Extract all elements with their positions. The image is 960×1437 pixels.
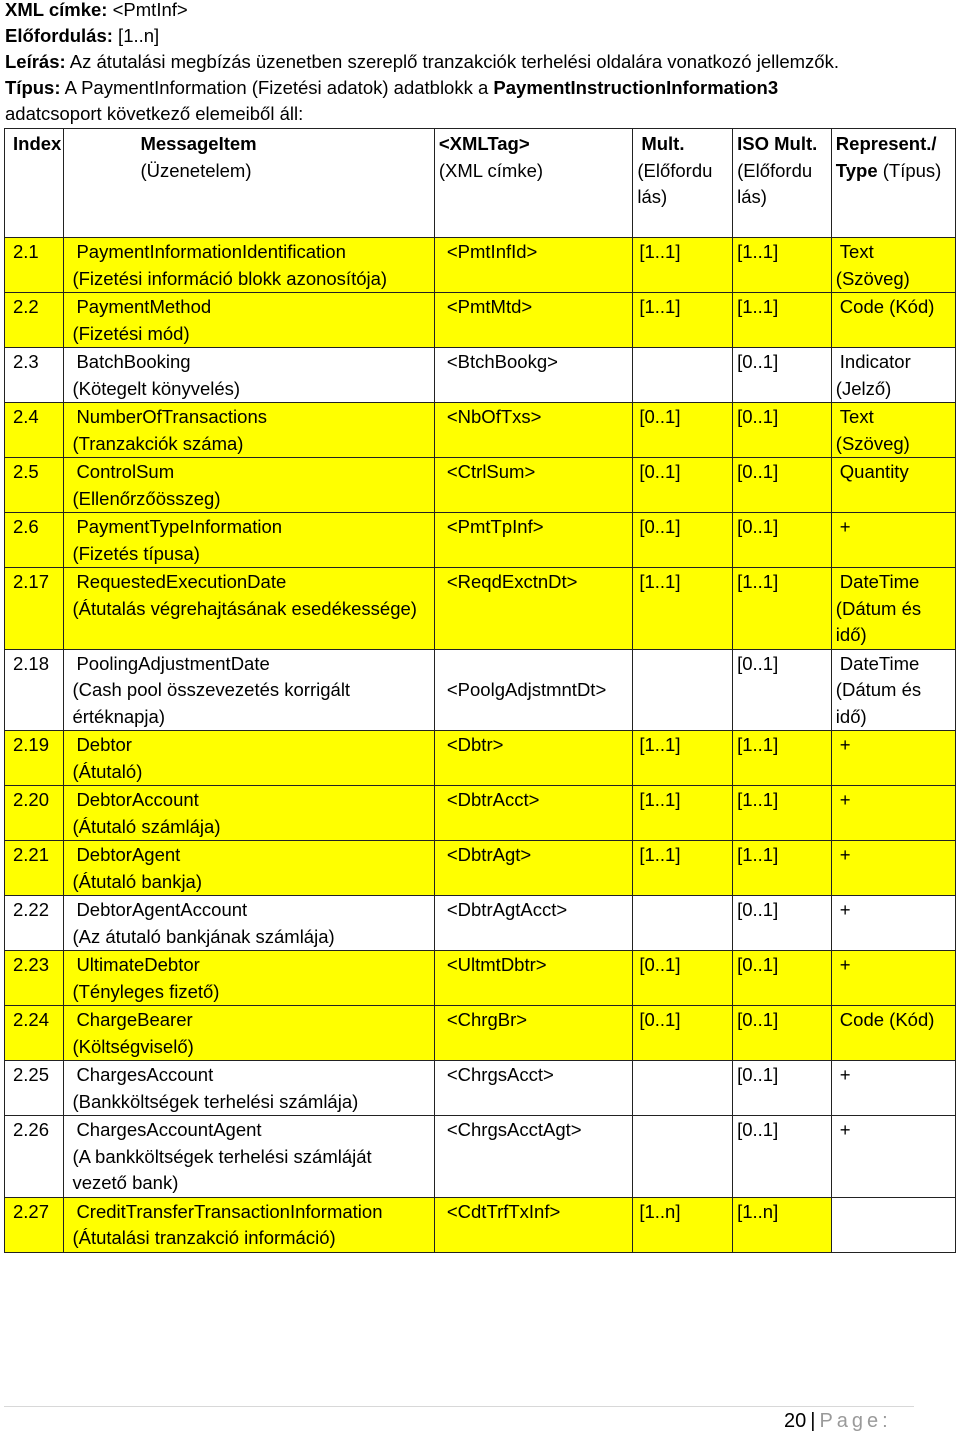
xml-tag-line (5, 0, 955, 23)
item-name: UltimateDebtor (76, 954, 200, 975)
item-name: PoolingAdjustmentDate (76, 652, 270, 674)
item-translation: (Átutalás végrehajtásának esedékessége) (72, 597, 417, 619)
row-xml-tag: <ReqdExctnDt> (434, 568, 632, 650)
row-xml-tag: <BtchBookg> (434, 348, 632, 403)
header-xml-tag: <XMLTag> (XML címke) (434, 129, 632, 238)
table-row (5, 293, 956, 348)
row-iso-mult: [0..1] (733, 649, 832, 731)
row-mult: [1..1] (633, 841, 733, 896)
row-index: 2.4 (5, 403, 64, 458)
row-index: 2.18 (5, 649, 64, 731)
page-word: Page: (819, 1410, 892, 1432)
row-index: 2.21 (5, 841, 64, 896)
description-label: Leírás: (5, 51, 66, 72)
item-name: Debtor (76, 734, 132, 755)
row-representation: Text (Szöveg) (831, 403, 955, 458)
row-index: 2.2 (5, 293, 64, 348)
item-translation: (Átutaló számlája) (72, 815, 221, 837)
row-mult (633, 896, 733, 951)
row-iso-mult: [1..1] (733, 293, 832, 348)
type-value: A PaymentInformation (Fizetési adatok) adatblokk a (60, 77, 494, 98)
row-xml-tag: <ChrgsAcctAgt> (434, 1116, 632, 1198)
item-name: PaymentInformationIdentification (76, 241, 346, 262)
type-line-2: adatcsoport következő elemeiből áll: (5, 103, 304, 124)
item-name: PaymentTypeInformation (76, 516, 283, 537)
header-message-item: MessageItem (Üzenetelem) (64, 129, 434, 238)
xml-tag-value: <PmtInf> (107, 0, 188, 20)
table-row (5, 238, 956, 293)
row-mult: [1..1] (633, 238, 733, 293)
row-xml-tag: <UltmtDbtr> (434, 951, 632, 1006)
item-name: RequestedExecutionDate (76, 571, 287, 592)
row-message-item (64, 348, 434, 403)
row-xml-tag: <PmtTpInf> (434, 513, 632, 568)
row-representation: Code (Kód) (831, 1006, 955, 1061)
row-message-item (64, 841, 434, 896)
row-iso-mult: [0..1] (733, 348, 832, 403)
row-index: 2.6 (5, 513, 64, 568)
xml-tag-label: XML címke: (5, 0, 108, 20)
row-message-item (64, 568, 434, 650)
table-row (5, 513, 956, 568)
row-representation: + (831, 731, 955, 786)
row-representation: + (831, 896, 955, 951)
item-name: BatchBooking (76, 351, 191, 372)
table-row (5, 841, 956, 896)
table-row (5, 458, 956, 513)
row-representation: Quantity (831, 458, 955, 513)
item-translation: (Cash pool összevezetés korrigált értéknapja) (72, 679, 351, 727)
page-number: 20 (784, 1410, 807, 1432)
row-message-item (64, 293, 434, 348)
table-row (5, 403, 956, 458)
table-row (5, 1006, 956, 1061)
type-value-bold: PaymentInstructionInformation3 (493, 77, 779, 98)
row-index: 2.3 (5, 348, 64, 403)
item-translation: (Ellenőrzőösszeg) (72, 487, 221, 509)
row-index: 2.20 (5, 786, 64, 841)
row-message-item (64, 951, 434, 1006)
table-row (5, 568, 956, 650)
row-representation: + (831, 951, 955, 1006)
row-xml-tag: <DbtrAgtAcct> (434, 896, 632, 951)
table-row (5, 1197, 956, 1252)
row-mult: [1..1] (633, 731, 733, 786)
item-translation: (Fizetési információ blokk azonosítója) (72, 267, 388, 289)
row-mult (633, 1061, 733, 1116)
row-xml-tag: <DbtrAcct> (434, 786, 632, 841)
row-mult: [1..1] (633, 293, 733, 348)
row-message-item (64, 731, 434, 786)
row-xml-tag: <PoolgAdjstmntDt> (434, 649, 632, 731)
row-mult: [0..1] (633, 1006, 733, 1061)
row-index: 2.19 (5, 731, 64, 786)
row-message-item (64, 1006, 434, 1061)
row-representation: Code (Kód) (831, 293, 955, 348)
row-message-item (64, 649, 434, 731)
type-label: Típus: (5, 77, 61, 98)
row-representation: Indicator (Jelző) (831, 348, 955, 403)
item-translation: (Kötegelt könyvelés) (72, 377, 241, 399)
row-index: 2.1 (5, 238, 64, 293)
header-index: Index (5, 129, 64, 238)
row-index: 2.25 (5, 1061, 64, 1116)
header-iso-mult: ISO Mult. (Előfordu lás) (733, 129, 832, 238)
row-iso-mult: [0..1] (733, 1006, 832, 1061)
row-message-item (64, 1061, 434, 1116)
row-representation: + (831, 1116, 955, 1198)
row-mult: [0..1] (633, 403, 733, 458)
row-index: 2.24 (5, 1006, 64, 1061)
row-index: 2.26 (5, 1116, 64, 1198)
row-iso-mult: [1..n] (733, 1197, 832, 1252)
row-index: 2.23 (5, 951, 64, 1006)
row-mult: [1..n] (633, 1197, 733, 1252)
row-xml-tag: <DbtrAgt> (434, 841, 632, 896)
row-mult: [0..1] (633, 951, 733, 1006)
table-row (5, 649, 956, 731)
row-iso-mult: [1..1] (733, 786, 832, 841)
occurrence-value: [1..n] (112, 25, 160, 46)
row-iso-mult: [0..1] (733, 896, 832, 951)
row-iso-mult: [1..1] (733, 568, 832, 650)
row-representation: + (831, 841, 955, 896)
item-name: NumberOfTransactions (76, 406, 267, 427)
row-xml-tag: <CdtTrfTxInf> (434, 1197, 632, 1252)
table-row (5, 731, 956, 786)
item-translation: (Fizetés típusa) (72, 542, 200, 564)
table-row (5, 951, 956, 1006)
item-translation: (Bankköltségek terhelési számlája) (72, 1090, 359, 1112)
row-message-item (64, 458, 434, 513)
row-iso-mult: [1..1] (733, 731, 832, 786)
row-index: 2.5 (5, 458, 64, 513)
item-translation: (Tranzakciók száma) (72, 432, 244, 454)
row-mult (633, 649, 733, 731)
item-translation: (A bankköltségek terhelési számláját vezető bank) (72, 1145, 372, 1193)
row-representation: + (831, 1061, 955, 1116)
intro-block (5, 0, 955, 127)
row-index: 2.22 (5, 896, 64, 951)
row-xml-tag: <ChrgsAcct> (434, 1061, 632, 1116)
row-iso-mult: [1..1] (733, 841, 832, 896)
row-xml-tag: <ChrgBr> (434, 1006, 632, 1061)
row-iso-mult: [0..1] (733, 1061, 832, 1116)
item-name: DebtorAgentAccount (76, 899, 248, 920)
row-representation: DateTime (Dátum és idő) (831, 649, 955, 731)
page-footer (784, 1408, 892, 1434)
occurrence-line (5, 23, 955, 49)
row-mult (633, 1116, 733, 1198)
description-line (5, 49, 955, 75)
row-message-item (64, 1197, 434, 1252)
row-mult (633, 348, 733, 403)
item-name: PaymentMethod (76, 296, 212, 317)
table-row (5, 896, 956, 951)
footer-separator: | (810, 1410, 816, 1432)
item-name: ChargesAccount (76, 1064, 214, 1085)
row-message-item (64, 238, 434, 293)
row-iso-mult: [0..1] (733, 951, 832, 1006)
row-index: 2.17 (5, 568, 64, 650)
item-translation: (Átutaló bankja) (72, 870, 203, 892)
row-xml-tag: <CtrlSum> (434, 458, 632, 513)
row-message-item (64, 513, 434, 568)
table-row (5, 786, 956, 841)
table-row (5, 1061, 956, 1116)
item-translation: (Fizetési mód) (72, 322, 190, 344)
item-name: ChargesAccountAgent (76, 1119, 262, 1140)
description-value: Az átutalási megbízás üzenetben szereplő tranzakciók terhelési oldalára vonatkozó jellemzők. (65, 51, 839, 72)
item-name: ChargeBearer (76, 1009, 193, 1030)
row-message-item (64, 403, 434, 458)
item-name: DebtorAccount (76, 789, 199, 810)
item-name: CreditTransferTransactionInformation (76, 1200, 383, 1222)
row-message-item (64, 896, 434, 951)
row-representation (831, 1197, 955, 1252)
header-representation: Represent./ Type (Típus) (831, 129, 955, 238)
table-body (5, 238, 956, 1253)
item-translation: (Tényleges fizető) (72, 980, 220, 1002)
row-xml-tag: <PmtMtd> (434, 293, 632, 348)
item-name: ControlSum (76, 461, 175, 482)
row-iso-mult: [0..1] (733, 513, 832, 568)
payment-information-table (4, 128, 956, 1253)
table-row (5, 1116, 956, 1198)
row-iso-mult: [0..1] (733, 1116, 832, 1198)
row-mult: [0..1] (633, 458, 733, 513)
row-iso-mult: [0..1] (733, 403, 832, 458)
item-translation: (Az átutaló bankjának számlája) (72, 925, 335, 947)
item-translation: (Költségviselő) (72, 1035, 194, 1057)
row-xml-tag: <NbOfTxs> (434, 403, 632, 458)
footer-divider (4, 1406, 914, 1407)
row-mult: [0..1] (633, 513, 733, 568)
row-representation: Text (Szöveg) (831, 238, 955, 293)
row-xml-tag: <PmtInfId> (434, 238, 632, 293)
row-message-item (64, 1116, 434, 1198)
row-representation: + (831, 513, 955, 568)
row-representation: + (831, 786, 955, 841)
row-xml-tag: <Dbtr> (434, 731, 632, 786)
item-translation: (Átutalási tranzakció információ) (72, 1227, 336, 1248)
row-mult: [1..1] (633, 568, 733, 650)
row-iso-mult: [1..1] (733, 238, 832, 293)
header-mult: Mult. (Előfordu lás) (633, 129, 733, 238)
row-iso-mult: [0..1] (733, 458, 832, 513)
row-index: 2.27 (5, 1197, 64, 1252)
table-row (5, 348, 956, 403)
table-header-row (5, 129, 956, 238)
item-translation: (Átutaló) (72, 760, 143, 782)
row-mult: [1..1] (633, 786, 733, 841)
type-line (5, 75, 955, 101)
row-representation: DateTime (Dátum és idő) (831, 568, 955, 650)
item-name: DebtorAgent (76, 844, 181, 865)
row-message-item (64, 786, 434, 841)
occurrence-label: Előfordulás: (5, 25, 113, 46)
